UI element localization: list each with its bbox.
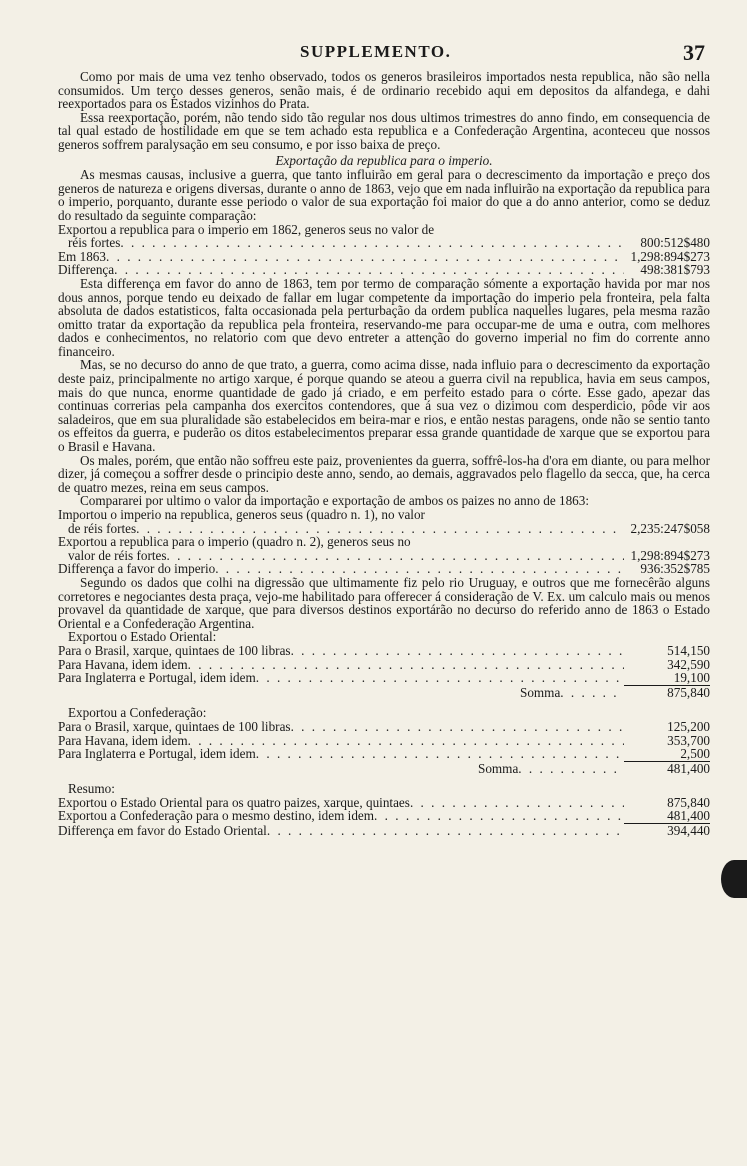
row-label: Exportou a Confederação para o mesmo destino, idem idem: [58, 808, 375, 824]
row-value: 1,298:894$273: [630, 248, 710, 264]
row-label: Para o Brasil, xarque, quintaes de 100 libras: [58, 642, 291, 658]
row-value: 342,590: [667, 656, 710, 672]
row-value: 800:512$480: [640, 235, 710, 251]
export-line: Exportou a republica para o imperio (quadro n. 2), generos seus no: [58, 534, 411, 550]
row-value: 125,200: [667, 718, 710, 734]
row-label: Em 1863: [58, 248, 106, 264]
row-value: 498:381$793: [640, 262, 710, 278]
row-label: Para Havana, idem idem: [58, 656, 188, 672]
export-row-difference: [58, 263, 710, 277]
resumo-row: [58, 809, 710, 824]
row-value: 353,700: [667, 732, 710, 748]
section-heading: Exportação da republica para o imperio.: [275, 152, 493, 168]
confed-sum-row: [58, 762, 710, 776]
row-value: 1,298:894$273: [630, 547, 710, 563]
row-value: 936:352$785: [640, 561, 710, 577]
row-value: 2,500: [624, 747, 710, 762]
resumo-title: Resumo:: [68, 781, 115, 797]
difference-row: [58, 562, 710, 576]
ink-blot: [721, 860, 747, 898]
row-value: 875,840: [667, 794, 710, 810]
export-intro: Exportou a republica para o imperio em 1862, generos seus no valor de: [58, 221, 435, 237]
row-label: Para Inglaterra e Portugal, idem idem: [58, 670, 256, 686]
paragraph-3: As mesmas causas, inclusive a guerra, que tanto influirão em geral para o decrescimento da importação e preço dos generos de natureza e origens diversas, durante o anno de 1863, vejo que em nada influirão na exportação da republica para o imperio, porquanto, durante esse periodo o valor de sua exportação foi maior do que a do anno anterior, como se deduz do resultado da seguinte comparação:: [58, 167, 710, 223]
paragraph-5: Mas, se no decurso do anno de que trato, a guerra, como acima disse, nada influio para o decrescimento da exportação deste paiz, principalmente no artigo xarque, é porque quando se ateou a guerra civil na republica, havia em seus campos, mais do que nunca, enorme quantidade de gado já criado, e em perfeito estado para o córte. Esse gado, apezar das continuas correrias pela campanha dos exercitos contendores, que á sua vez o dizimou com desperdicio, pôde vir aos saladeiros, que em sua pluralidade são estabelecidos em beira-mar e rios, e então nestas paragens, onde não se sentio tanto os effeitos da guerra, e puderão os ditos estabelecimentos preparar essa grande quantidade de xarque que se exportou para o Brasil e Havana.: [58, 357, 710, 455]
resumo-row: [58, 796, 710, 810]
row-label: Exportou o Estado Oriental para os quatro paizes, xarque, quintaes: [58, 794, 410, 810]
row-label: réis fortes: [68, 235, 121, 251]
oriental-row: [58, 644, 710, 658]
row-label: de réis fortes: [68, 520, 137, 536]
confed-row: [58, 747, 710, 762]
row-label: valor de réis fortes: [68, 547, 167, 563]
confed-row: [58, 720, 710, 734]
paragraph-8: Segundo os dados que colhi na digressão que ultimamente fiz pelo rio Uruguay, e outros que me fornecêrão alguns corretores e negociantes desta praça, vejo-me habilitado para offerecer á consideração de V. Ex. um calculo mais ou menos provavel da quantidade de xarque, que para diversos destinos exportárão no decurso do referido anno de 1863 o Estado Oriental e a Confederação Argentina.: [58, 574, 710, 631]
sum-label: Somma: [478, 760, 519, 776]
paragraph-7: Compararei por ultimo o valor da importação e exportação de ambos os paizes no anno de 1863:: [80, 493, 590, 509]
page-number: 37: [683, 40, 705, 65]
row-label: Differença: [58, 262, 115, 278]
row-value: 481,400: [624, 809, 710, 824]
confed-row: [58, 734, 710, 748]
import-line: Importou o imperio na republica, generos seus (quadro n. 1), no valor: [58, 507, 425, 522]
running-title: SUPPLEMENTO.: [300, 42, 452, 61]
import-value-row: [58, 522, 710, 536]
sum-value: 875,840: [667, 684, 710, 700]
sum-label: Somma: [520, 684, 561, 700]
row-label: Differença em favor do Estado Oriental: [58, 823, 267, 839]
paragraph-2: Essa reexportação, porém, não tendo sido tão regular nos dous ultimos trimestres do anno findo, em consequencia de tal qual estado de hostilidade em que se tem achado esta republica e a Confederação Argentina, aconteceu que nossos generos soffrem paralysação em seu consumo, e por isso baixa de preço.: [58, 109, 710, 152]
row-value: 394,440: [667, 823, 710, 839]
sum-value: 481,400: [667, 760, 710, 776]
export-row-1863: [58, 250, 710, 264]
row-label: Para Havana, idem idem: [58, 732, 188, 748]
row-value: 514,150: [667, 642, 710, 658]
row-label: Para Inglaterra e Portugal, idem idem: [58, 746, 256, 762]
export-row-1862: [58, 236, 710, 250]
row-value: 2,235:247$058: [630, 520, 710, 536]
paragraph-4: Esta differença em favor do anno de 1863, tem por termo de comparação sómente a exportação havida por mar nos dous annos, porque tendo eu deixado de fallar em lugar competente da importação do imperio pela fronteira, pela falta absoluta de dados estatisticos, falta occasionada pela perturbação da ordem publica naquelles lugares, pela mesma razão omitto tratar da exportação da republica pela fronteira, reservando-me para occupar-me de uma e outra, com melhores dados e conhecimentos, no relatorio com que devo entreter a attenção do governo imperial no fim do corrente anno financeiro.: [58, 275, 710, 359]
oriental-title: Exportou o Estado Oriental:: [68, 629, 217, 645]
paragraph-6: Os males, porém, que então não soffreu este paiz, provenientes da guerra, soffrê-los-ha d'ora em diante, ou para melhor dizer, já começou a soffrer desde o principio deste anno, sendo, ao demais, aggravados pelo flagello da secca, que, ha cerca de quatro mezes, reina em seus campos.: [58, 452, 710, 495]
row-label: Differença a favor do imperio: [58, 561, 216, 577]
resumo-row: [58, 824, 710, 838]
row-label: Para o Brasil, xarque, quintaes de 100 libras: [58, 718, 291, 734]
document-body: [58, 70, 710, 838]
confed-title: Exportou a Confederação:: [68, 705, 207, 721]
row-value: 19,100: [624, 671, 710, 686]
export-value-row: [58, 549, 710, 563]
oriental-row: [58, 671, 710, 686]
oriental-row: [58, 658, 710, 672]
paragraph-1: Como por mais de uma vez tenho observado, todos os generos brasileiros importados nesta republica, não são nella consumidos. Um terço desses generos, senão mais, é de ordinario recebido aqui em depositos da alfandega, e dahi reexportados para os Estados vizinhos do Prata.: [58, 69, 710, 112]
oriental-sum-row: [58, 686, 710, 700]
page-header: [0, 40, 747, 64]
